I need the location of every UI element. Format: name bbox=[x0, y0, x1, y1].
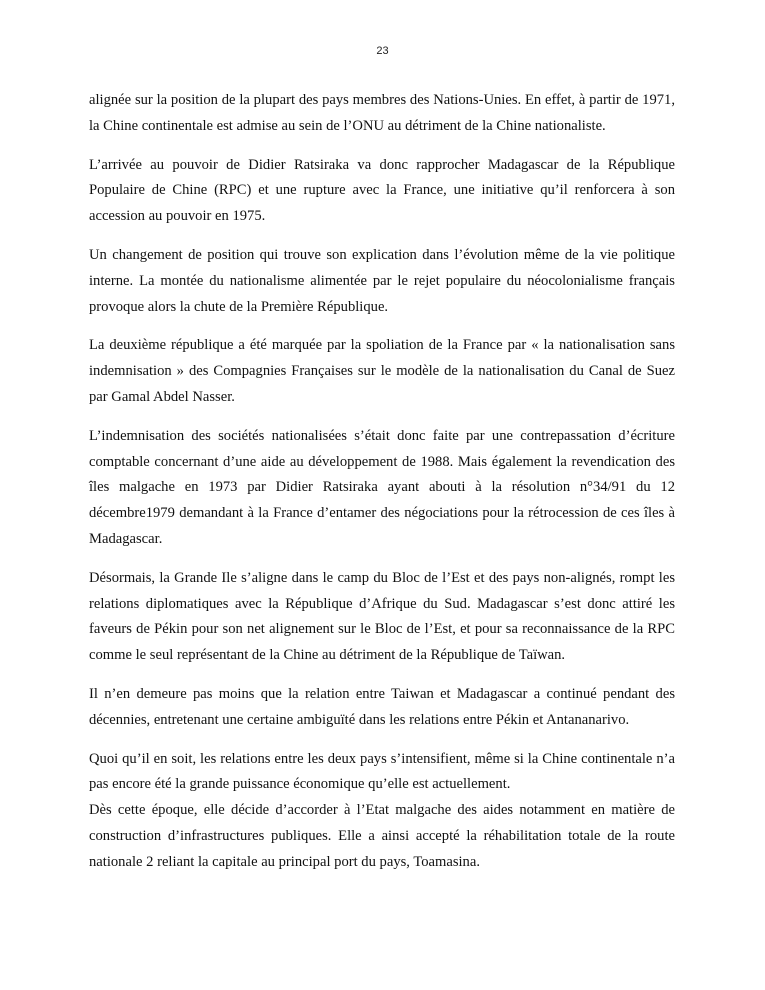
page-body bbox=[89, 88, 675, 889]
paragraph-infrastructures: Dès cette époque, elle décide d’accorder à l’Etat malgache des aides notamment en matière de construction d’infrastructures publiques. Elle a ainsi accepté la réhabilitation totale de la route nationale 2 reliant la capitale au principal port du pays, Toamasina. bbox=[89, 802, 675, 870]
paragraph-bloc-est: Désormais, la Grande Ile s’aligne dans le camp du Bloc de l’Est et des pays non-alignés, rompt les relations diplomatiques avec la République d’Afrique du Sud. Madagascar s’est donc attiré les faveurs de Pékin pour son net alignement sur le Bloc de l’Est, et pour sa reconnaissance de la RPC comme le seul représentant de la Chine au détriment de la République de Taïwan. bbox=[89, 569, 675, 664]
paragraph-intensification: Quoi qu’il en soit, les relations entre les deux pays s’intensifient, même si la Chine continentale n’a pas encore été la grande puissance économique qu’elle est actuellement. bbox=[89, 750, 675, 793]
paragraph-deuxieme-republique: La deuxième république a été marquée par la spoliation de la France par « la nationalisation sans indemnisation » des Compagnies Françaises sur le modèle de la nationalisation du Canal de Suez par Gamal Abdel Nasser. bbox=[89, 337, 675, 405]
page-number: 23 bbox=[376, 45, 389, 57]
paragraph-ratsiraka-rapprochement: L’arrivée au pouvoir de Didier Ratsiraka va donc rapprocher Madagascar de la République Populaire de Chine (RPC) et une rupture avec la France, une initiative qu’il renforcera à son accession au pouvoir en 1975. bbox=[89, 156, 675, 225]
paragraph-changement-position: Un changement de position qui trouve son explication dans l’évolution même de la vie politique interne. La montée du nationalisme alimentée par le rejet populaire du néocolonialisme français provoque alors la chute de la Première République. bbox=[89, 246, 675, 315]
paragraph-indemnisation: L’indemnisation des sociétés nationalisées s’était donc faite par une contrepassation d’écriture comptable concernant d’une aide au développement de 1988. Mais également la revendication des îles malgache en 1973 par Didier Ratsiraka ayant abouti à la résolution n°34/91 du 12 décembre1979 demandant à la France d’entamer des négociations pour la rétrocession de ces îles à Madagascar. bbox=[89, 427, 675, 547]
paragraph-taiwan-relation: Il n’en demeure pas moins que la relation entre Taiwan et Madagascar a continué pendant des décennies, entretenant une certaine ambiguïté dans les relations entre Pékin et Antananarivo. bbox=[89, 685, 675, 728]
paragraph-onu-admission: alignée sur la position de la plupart des pays membres des Nations-Unies. En effet, à partir de 1971, la Chine continentale est admise au sein de l’ONU au détriment de la Chine nationaliste. bbox=[89, 92, 675, 134]
